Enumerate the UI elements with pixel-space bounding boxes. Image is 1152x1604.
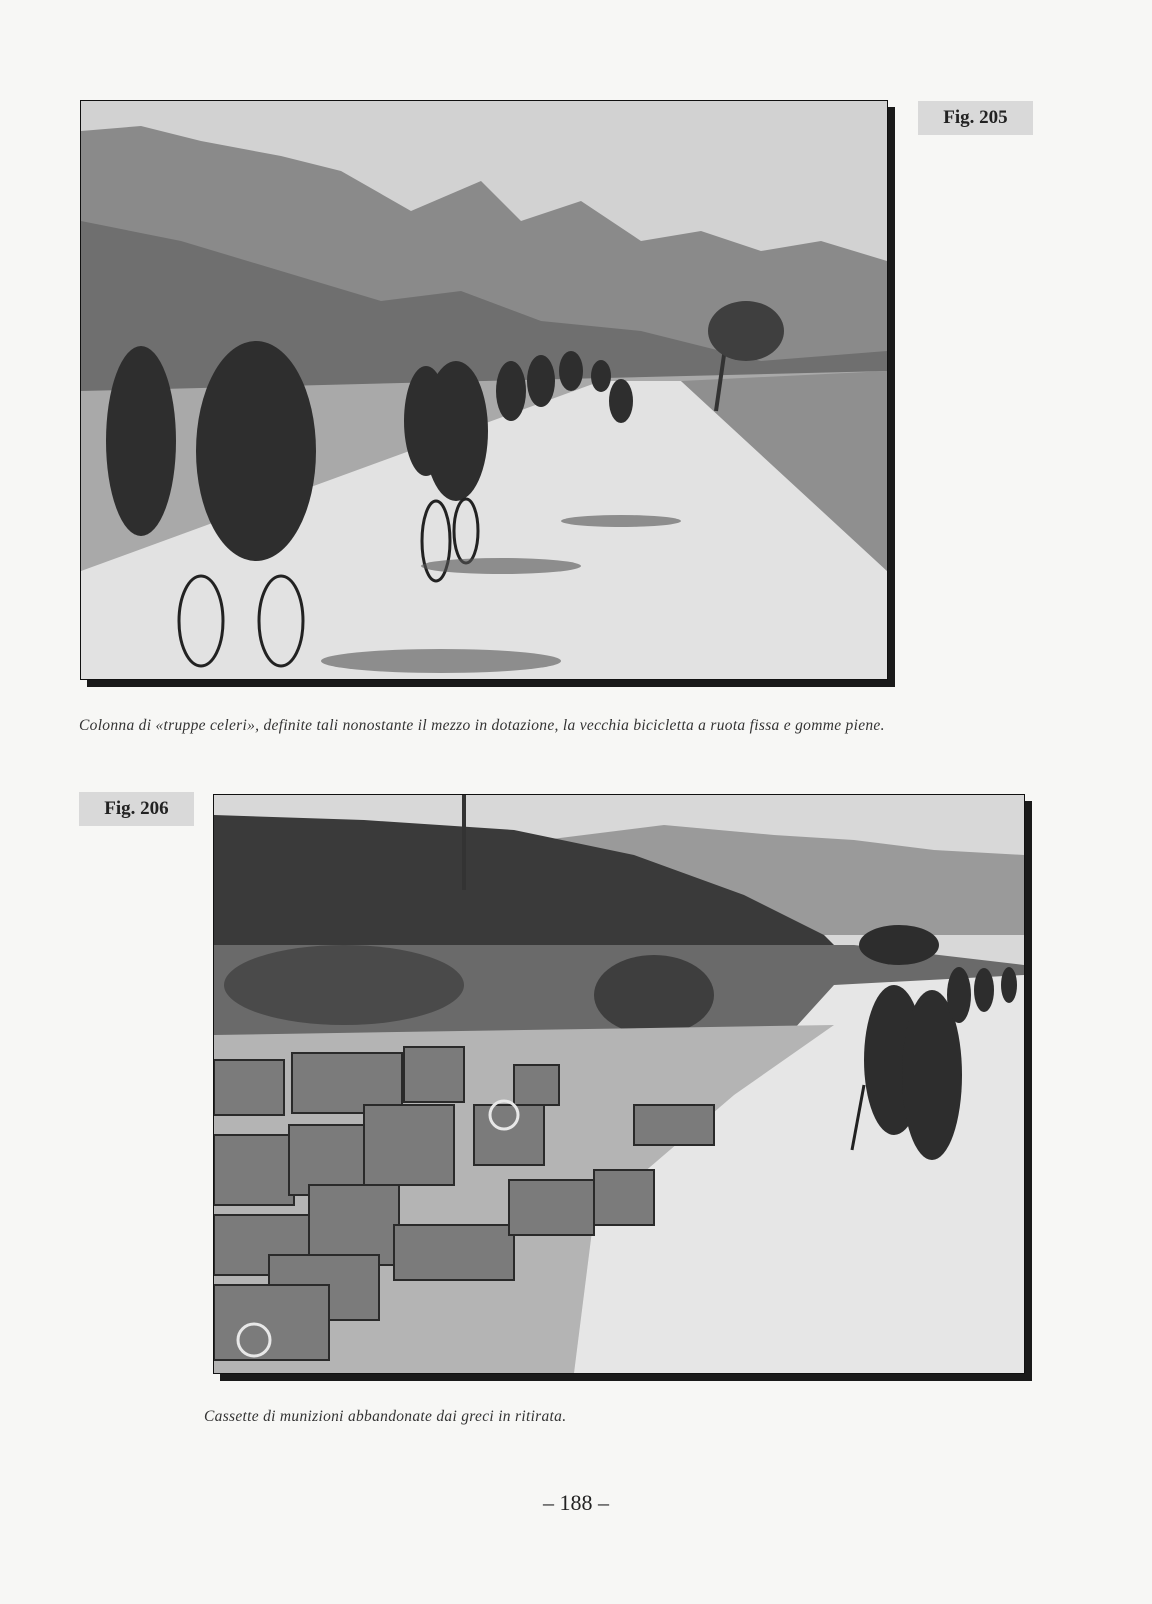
photo-fig-206 <box>213 794 1025 1374</box>
photo-fig-205 <box>80 100 888 680</box>
fig-205-label: Fig. 205 <box>918 101 1033 135</box>
fig-206-label: Fig. 206 <box>79 792 194 826</box>
fig-205-caption: Colonna di «truppe celeri», definite tali nonostante il mezzo in dotazione, la vecchia bicicletta a ruota fissa e gomme piene. <box>79 717 885 734</box>
fig-206-caption: Cassette di munizioni abbandonate dai greci in ritirata. <box>204 1408 567 1425</box>
page-number: – 188 – <box>543 1490 609 1515</box>
